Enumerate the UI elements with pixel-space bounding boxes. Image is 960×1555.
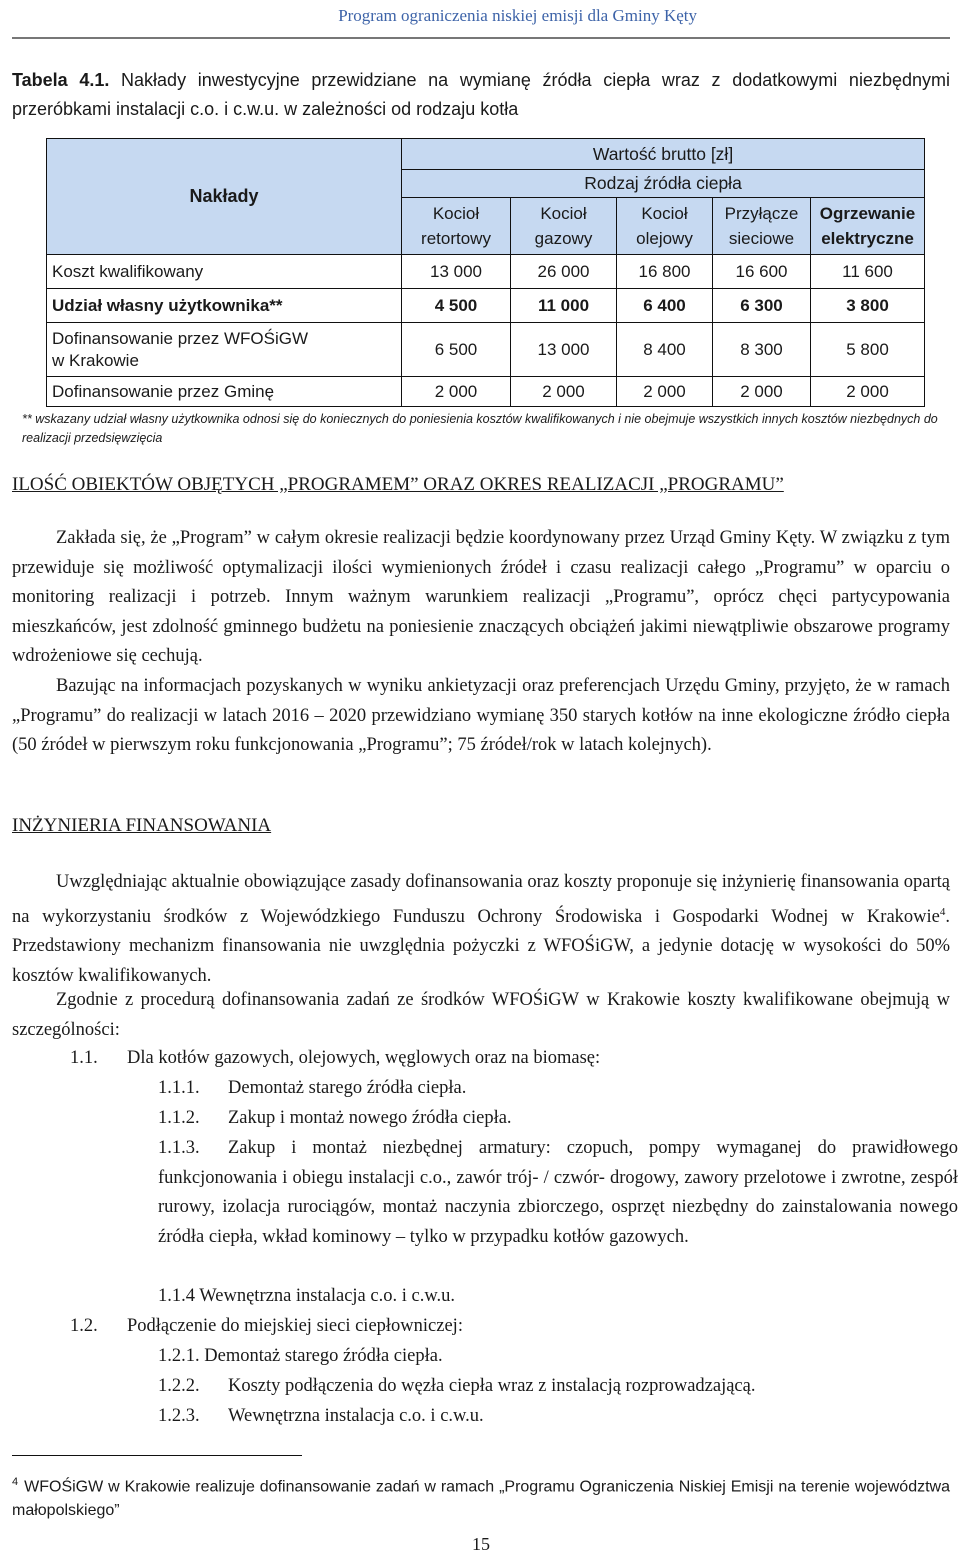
table-cell: 2 000 [511,377,617,407]
table-cell: 6 300 [713,289,811,323]
row-label: Koszt kwalifikowany [47,255,402,289]
list-item-number: 1.1.3. [158,1138,200,1158]
paragraph: Uwzględniając aktualnie obowiązujące zasady dofinansowania oraz koszty proponuje się inżynierię finansowania opartą na wykorzystaniu środków z Wojewódzkiego Funduszu Ochrony Środowiska i Gospodarki Wodnej w Krakowie$^4$. Przedstawiony mechanizm finansowania nie uwzględnia pożyczki z WFOŚiGW, a jedynie dotację w wysokości do 50% kosztów kwalifikowanych. [12,872,950,986]
row-label: Dofinansowanie przez WFOŚiGW w Krakowie [47,323,402,377]
table-cell: 6 400 [617,289,713,323]
table-cell: 6 500 [402,323,511,377]
list-item: 1.2.1. Demontaż starego źródła ciepła. [158,1346,443,1366]
section-heading-financing: INŻYNIERIA FINANSOWANIA [12,815,272,836]
table-row-header: Nakłady [47,139,402,255]
table-caption-label: Tabela 4.1. [12,70,110,90]
table-caption [12,66,950,124]
footnote-separator [12,1455,302,1456]
cost-table [46,138,925,407]
table-row [47,377,925,407]
section-heading-program-scope: ILOŚĆ OBIEKTÓW OBJĘTYCH „PROGRAMEM” ORAZ OKRES REALIZACJI „PROGRAMU” [12,474,784,495]
list-item: Zakup i montaż nowego źródła ciepła. [228,1108,512,1128]
table-row [47,289,925,323]
list-item: Dla kotłów gazowych, olejowych, węglowych oraz na biomasę: [127,1048,601,1068]
column-header-elektryczne: Ogrzewanie elektryczne [811,198,925,255]
column-header-gazowy: Kocioł gazowy [511,198,617,255]
list-item-number: 1.1. [70,1048,98,1068]
table-cell: 16 800 [617,255,713,289]
table-footnote: ** wskazany udział własny użytkownika odnosi się do koniecznych do poniesienia kosztów kwalifikowanych i nie obejmuje wszystkich innych kosztów niezbędnych do realizacji przedsięwzięcia [22,412,938,445]
cost-list [0,1044,960,1444]
table-cell: 2 000 [617,377,713,407]
paragraph: Zgodnie z procedurą dofinansowania zadań ze środków WFOŚiGW w Krakowie koszty kwalifikowane obejmują w szczególności: [12,990,950,1040]
page-number: 15 [472,1534,490,1554]
page-footnote [12,1470,950,1523]
table-cell: 2 000 [402,377,511,407]
list-item: Zakup i montaż niezbędnej armatury: czopuch, pompy wymaganej do prawidłowego funkcjonowania i obiegu instalacji c.o., zawór trój- / czwór- drogowy, zawory przelotowe i zwrotne, zespół rurowy, izolacja rurociągów, montaż naczynia zbiorczego, osprzęt niezbędny do zainstalowania nowego źródła ciepła, wkład kominowy – tylko w przypadku kotłów gazowych. [158,1138,958,1247]
running-header-title: Program ograniczenia niskiej emisji dla Gminy Kęty [338,6,697,25]
table-cell: 11 000 [511,289,617,323]
table-group-header-source: Rodzaj źródła ciepła [402,170,925,198]
table-row [47,323,925,377]
table-cell: 8 300 [713,323,811,377]
list-item-number: 1.1.2. [158,1108,200,1128]
table-cell: 13 000 [511,323,617,377]
table-cell: 3 800 [811,289,925,323]
table-cell: 5 800 [811,323,925,377]
list-item: Wewnętrzna instalacja c.o. i c.w.u. [228,1406,484,1426]
table-caption-text: Nakłady inwestycyjne przewidziane na wymianę źródła ciepła wraz z dodatkowymi niezbędnymi przeróbkami instalacji c.o. i c.w.u. w zależności od rodzaju kotła [12,70,950,119]
list-item: Podłączenie do miejskiej sieci ciepłowniczej: [127,1316,463,1336]
list-item-number: 1.1.1. [158,1078,200,1098]
list-item-number: 1.2.3. [158,1406,200,1426]
list-item-number: 1.2. [70,1316,98,1336]
table-cell: 11 600 [811,255,925,289]
table-row [47,255,925,289]
table-group-header-value: Wartość brutto [zł] [402,139,925,170]
table-cell: 2 000 [811,377,925,407]
footnote-text: WFOŚiGW w Krakowie realizuje dofinansowanie zadań w ramach „Programu Ograniczenia Niskiej Emisji na terenie województwa małopolskiego” [12,1478,950,1520]
column-header-sieciowe: Przyłącze sieciowe [713,198,811,255]
column-header-olejowy: Kocioł olejowy [617,198,713,255]
list-item-number: 1.2.2. [158,1376,200,1396]
paragraph: Zakłada się, że „Program” w całym okresie realizacji będzie koordynowany przez Urząd Gminy Kęty. W związku z tym przewiduje się możliwość optymalizacji ilości wymienionych źródeł i czasu realizacji całego „Programu” w oparciu o monitoring realizacji i potrzeb. Innym ważnym warunkiem realizacji „Programu”, oprócz chęci partycypowania mieszkańców, jest zdolność gminnego budżetu na poniesienie znaczących obciążeń jakimi niewątpliwie obszarowe programy wdrożeniowe się cechują. [12,528,950,666]
footnote-reference[interactable]: 4 [939,905,946,918]
table-cell: 4 500 [402,289,511,323]
footnote-number: 4 [12,1476,19,1488]
row-label: Udział własny użytkownika** [47,289,402,323]
list-item: 1.1.4 Wewnętrzna instalacja c.o. i c.w.u. [158,1286,455,1306]
header-rule [12,37,950,39]
list-item: Demontaż starego źródła ciepła. [228,1078,467,1098]
list-item: Koszty podłączenia do węzła ciepła wraz z instalacją rozprowadzającą. [228,1376,756,1396]
table-cell: 8 400 [617,323,713,377]
table-cell: 13 000 [402,255,511,289]
table-cell: 26 000 [511,255,617,289]
table-cell: 16 600 [713,255,811,289]
paragraph: Bazując na informacjach pozyskanych w wyniku ankietyzacji oraz preferencjach Urzędu Gminy, przyjęto, że w ramach „Programu” do realizacji w latach 2016 – 2020 przewidziano wymianę 350 starych kotłów na inne ekologiczne źródło ciepła (50 źródeł w pierwszym roku funkcjonowania „Programu”; 75 źródeł/rok w latach kolejnych). [12,676,950,755]
column-header-retortowy: Kocioł retortowy [402,198,511,255]
table-cell: 2 000 [713,377,811,407]
row-label: Dofinansowanie przez Gminę [47,377,402,407]
